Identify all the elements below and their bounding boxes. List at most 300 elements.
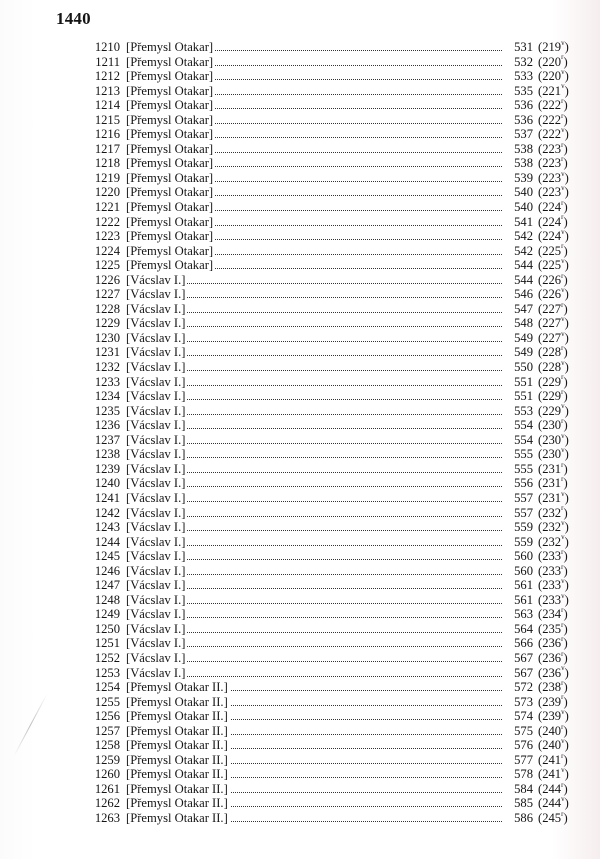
- folio-side: v: [561, 664, 565, 673]
- folio-number: (232: [538, 520, 562, 535]
- entry-page: 567: [511, 651, 533, 666]
- folio-number: (220: [538, 54, 562, 69]
- folio-number: (244: [538, 781, 562, 796]
- folio-side: v: [561, 591, 565, 600]
- folio-reference: (241$^v$): [538, 766, 569, 782]
- toc-entry: [0, 753, 600, 768]
- folio-number: (231: [538, 476, 562, 491]
- folio-reference: (233$^v$): [538, 577, 569, 593]
- entry-name: [Vácslav I.]: [126, 563, 186, 578]
- toc-entry: [0, 433, 600, 448]
- entry-name: [Přemysl Otakar]: [126, 98, 214, 113]
- entry-page: 560: [511, 549, 533, 564]
- entry-number: 1245: [94, 549, 120, 564]
- toc-entry: [0, 273, 600, 288]
- entry-name: [Vácslav I.]: [126, 621, 186, 636]
- folio-reference: (233$^r$): [538, 562, 568, 578]
- folio-reference: (222$^r$): [538, 97, 568, 113]
- entry-name: [Přemysl Otakar]: [126, 243, 214, 258]
- entry-name: [Vácslav I.]: [126, 287, 186, 302]
- folio-reference: (225$^v$): [538, 257, 569, 273]
- folio-side: r: [561, 460, 564, 469]
- entry-page: 566: [511, 636, 533, 651]
- toc-entry: [0, 796, 600, 811]
- entry-page: 553: [511, 404, 533, 419]
- toc-entry: [0, 564, 600, 579]
- entry-number: 1241: [94, 490, 120, 505]
- entry-name: [Vácslav I.]: [126, 374, 186, 389]
- folio-number: (241: [538, 767, 562, 782]
- entry-number: 1246: [94, 563, 120, 578]
- entry-number: 1237: [94, 432, 120, 447]
- folio-reference: (230$^v$): [538, 446, 569, 462]
- toc-entry: [0, 171, 600, 186]
- entry-number: 1228: [94, 301, 120, 316]
- folio-side: r: [561, 344, 564, 353]
- folio-number: (222: [538, 112, 562, 127]
- entry-page: 555: [511, 447, 533, 462]
- entry-page: 549: [511, 345, 533, 360]
- entry-page: 575: [511, 724, 533, 739]
- entry-number: 1211: [95, 54, 120, 69]
- toc-entry: [0, 636, 600, 651]
- toc-entry: [0, 156, 600, 171]
- folio-number: (241: [538, 752, 562, 767]
- toc-entry: [0, 578, 600, 593]
- folio-reference: (223$^v$): [538, 184, 569, 200]
- entry-name: [Vácslav I.]: [126, 432, 186, 447]
- folio-reference: (228$^r$): [538, 344, 568, 360]
- entry-number: 1252: [94, 650, 120, 665]
- entry-page: 531: [511, 40, 533, 55]
- entry-number: 1250: [94, 621, 120, 636]
- entry-page: 551: [511, 375, 533, 390]
- toc-entry: [0, 316, 600, 331]
- folio-side: v: [561, 737, 565, 746]
- folio-reference: (230$^v$): [538, 431, 569, 447]
- folio-number: (226: [538, 287, 562, 302]
- toc-entry: [0, 200, 600, 215]
- entry-page: 563: [511, 607, 533, 622]
- folio-side: r: [561, 547, 564, 556]
- entry-name: [Vácslav I.]: [126, 505, 186, 520]
- toc-entry: [0, 593, 600, 608]
- toc-entry: [0, 549, 600, 564]
- entry-name: [Přemysl Otakar]: [126, 200, 214, 215]
- entry-number: 1217: [94, 141, 120, 156]
- entry-number: 1249: [94, 607, 120, 622]
- entry-number: 1258: [94, 738, 120, 753]
- folio-number: (227: [538, 316, 562, 331]
- folio-number: (240: [538, 723, 562, 738]
- entry-number: 1259: [94, 752, 120, 767]
- folio-number: (239: [538, 709, 562, 724]
- entry-page: 540: [511, 200, 533, 215]
- folio-reference: (244$^v$): [538, 795, 569, 811]
- entry-number: 1243: [94, 520, 120, 535]
- folio-side: r: [561, 140, 564, 149]
- folio-number: (238: [538, 680, 562, 695]
- entry-name: [Vácslav I.]: [126, 345, 186, 360]
- folio-number: (233: [538, 549, 562, 564]
- folio-reference: (227$^r$): [538, 300, 568, 316]
- folio-reference: (226$^v$): [538, 286, 569, 302]
- entry-number: 1251: [94, 636, 120, 651]
- folio-side: r: [561, 373, 564, 382]
- toc-entry: [0, 738, 600, 753]
- entry-number: 1212: [94, 69, 120, 84]
- folio-number: (225: [538, 258, 562, 273]
- folio-reference: (223$^r$): [538, 155, 568, 171]
- folio-reference: (227$^v$): [538, 329, 569, 345]
- entry-page: 549: [511, 331, 533, 346]
- folio-number: (233: [538, 578, 562, 593]
- folio-reference: (223$^r$): [538, 140, 568, 156]
- folio-reference: (224$^r$): [538, 198, 568, 215]
- entry-page: 541: [511, 215, 533, 230]
- folio-reference: (232$^v$): [538, 518, 569, 535]
- folio-reference: (229$^r$): [538, 373, 568, 389]
- entry-page: 542: [511, 229, 533, 244]
- folio-side: v: [561, 257, 565, 266]
- folio-side: v: [561, 286, 565, 295]
- folio-reference: (240$^r$): [538, 722, 568, 738]
- folio-number: (223: [538, 170, 562, 185]
- toc-entry: [0, 695, 600, 710]
- folio-number: (229: [538, 374, 562, 389]
- folio-side: v: [561, 402, 565, 411]
- folio-reference: (232$^v$): [538, 533, 569, 549]
- entry-page: 538: [511, 142, 533, 157]
- folio-side: v: [561, 169, 565, 178]
- folio-side: v: [561, 707, 565, 716]
- folio-side: r: [561, 693, 564, 702]
- folio-side: v: [561, 795, 565, 804]
- entry-name: [Přemysl Otakar]: [126, 170, 214, 185]
- folio-side: v: [561, 446, 565, 455]
- entry-number: 1214: [94, 98, 120, 113]
- entry-number: 1234: [94, 389, 120, 404]
- folio-number: (228: [538, 345, 562, 360]
- entry-page: 540: [511, 185, 533, 200]
- toc-entry: [0, 55, 600, 70]
- entry-page: 538: [511, 156, 533, 171]
- folio-reference: (244$^r$): [538, 780, 568, 796]
- entry-name: [Přemysl Otakar II.]: [126, 709, 228, 724]
- folio-number: (233: [538, 563, 562, 578]
- entry-number: 1231: [94, 345, 120, 360]
- entry-page: 548: [511, 316, 533, 331]
- folio-side: r: [561, 97, 564, 105]
- entry-name: [Přemysl Otakar]: [126, 229, 214, 244]
- folio-number: (245: [538, 810, 562, 825]
- folio-number: (235: [538, 621, 562, 636]
- folio-side: r: [561, 678, 564, 687]
- folio-number: (222: [538, 127, 562, 142]
- folio-side: r: [561, 271, 564, 280]
- folio-reference: (238$^r$): [538, 678, 568, 695]
- entry-page: 574: [511, 709, 533, 724]
- folio-reference: (241$^r$): [538, 751, 568, 767]
- folio-number: (231: [538, 461, 562, 476]
- folio-reference: (220$^v$): [538, 67, 569, 84]
- toc-entry: [0, 113, 600, 128]
- entry-number: 1232: [94, 360, 120, 375]
- toc-entry: [0, 491, 600, 506]
- toc-entry: [0, 666, 600, 681]
- entry-name: [Vácslav I.]: [126, 636, 186, 651]
- folio-number: (230: [538, 447, 562, 462]
- entry-name: [Přemysl Otakar II.]: [126, 680, 228, 695]
- entry-name: [Vácslav I.]: [126, 549, 186, 564]
- page-number: 1440: [56, 9, 91, 28]
- folio-side: r: [561, 504, 564, 513]
- folio-side: v: [561, 38, 565, 47]
- entry-page: 559: [511, 535, 533, 550]
- folio-reference: (233$^v$): [538, 591, 569, 607]
- folio-side: r: [561, 751, 564, 760]
- folio-side: v: [561, 227, 565, 236]
- entry-page: 577: [511, 753, 533, 768]
- folio-reference: (227$^v$): [538, 315, 569, 331]
- folio-side: v: [561, 358, 565, 367]
- entry-page: 536: [511, 98, 533, 113]
- folio-reference: (236$^v$): [538, 664, 569, 680]
- entry-page: 561: [511, 578, 533, 593]
- toc-entry: [0, 520, 600, 535]
- folio-side: r: [561, 53, 564, 62]
- folio-number: (221: [538, 83, 562, 98]
- entry-name: [Vácslav I.]: [126, 490, 186, 505]
- entry-name: [Přemysl Otakar II.]: [126, 767, 228, 782]
- folio-number: (224: [538, 200, 562, 215]
- folio-side: v: [561, 489, 565, 498]
- folio-number: (223: [538, 156, 562, 171]
- folio-reference: (245$^r$): [538, 809, 568, 825]
- folio-number: (227: [538, 301, 562, 316]
- entry-name: [Přemysl Otakar II.]: [126, 738, 228, 753]
- entry-page: 532: [511, 55, 533, 70]
- entry-name: [Přemysl Otakar]: [126, 185, 214, 200]
- entry-number: 1236: [94, 418, 120, 433]
- folio-side: v: [561, 766, 565, 775]
- toc-entry: [0, 302, 600, 317]
- entry-name: [Přemysl Otakar]: [126, 214, 214, 229]
- entry-name: [Vácslav I.]: [126, 447, 186, 462]
- folio-reference: (228$^v$): [538, 358, 569, 375]
- folio-side: r: [561, 562, 564, 571]
- entry-page: 578: [511, 767, 533, 782]
- folio-side: r: [561, 242, 564, 251]
- folio-reference: (221$^v$): [538, 82, 569, 98]
- toc-entry: [0, 651, 600, 666]
- toc-entry: [0, 287, 600, 302]
- entry-page: 556: [511, 476, 533, 491]
- folio-side: r: [561, 635, 564, 644]
- entry-page: 573: [511, 695, 533, 710]
- folio-reference: (231$^v$): [538, 489, 569, 505]
- entry-number: 1255: [94, 694, 120, 709]
- entry-name: [Vácslav I.]: [126, 650, 186, 665]
- folio-number: (223: [538, 185, 562, 200]
- folio-number: (224: [538, 229, 562, 244]
- folio-side: r: [561, 417, 564, 426]
- toc-entry: [0, 811, 600, 826]
- entry-name: [Vácslav I.]: [126, 476, 186, 491]
- folio-reference: (222$^r$): [538, 111, 568, 127]
- entry-page: 550: [511, 360, 533, 375]
- folio-side: v: [561, 67, 565, 76]
- toc-entry: [0, 185, 600, 200]
- entry-page: 559: [511, 520, 533, 535]
- entry-page: 544: [511, 273, 533, 288]
- entry-number: 1257: [94, 723, 120, 738]
- folio-side: r: [561, 620, 564, 629]
- entry-number: 1242: [94, 505, 120, 520]
- folio-reference: (229$^v$): [538, 402, 569, 418]
- folio-reference: (232$^r$): [538, 504, 568, 520]
- toc-entry: [0, 215, 600, 230]
- entry-page: 544: [511, 258, 533, 273]
- entry-page: 555: [511, 462, 533, 477]
- folio-number: (220: [538, 69, 562, 84]
- entry-name: [Vácslav I.]: [126, 665, 186, 680]
- folio-side: r: [561, 780, 564, 789]
- entry-name: [Přemysl Otakar]: [126, 127, 214, 142]
- entry-page: 584: [511, 782, 533, 797]
- folio-side: r: [561, 213, 564, 222]
- toc-entry: [0, 244, 600, 259]
- entry-number: 1220: [94, 185, 120, 200]
- entry-number: 1224: [94, 243, 120, 258]
- folio-side: v: [561, 184, 565, 193]
- folio-reference: (219$^v$): [538, 38, 569, 54]
- entry-number: 1233: [94, 374, 120, 389]
- entry-page: 546: [511, 287, 533, 302]
- folio-number: (232: [538, 505, 562, 520]
- entry-page: 554: [511, 433, 533, 448]
- entry-page: 561: [511, 593, 533, 608]
- folio-reference: (224$^r$): [538, 213, 568, 229]
- entry-number: 1210: [94, 40, 120, 54]
- entry-number: 1235: [94, 403, 120, 418]
- entry-name: [Vácslav I.]: [126, 389, 186, 404]
- entry-number: 1263: [94, 810, 120, 825]
- folio-number: (224: [538, 214, 562, 229]
- entry-page: 567: [511, 666, 533, 681]
- entry-name: [Přemysl Otakar II.]: [126, 752, 228, 767]
- entry-page: 554: [511, 418, 533, 433]
- entry-page: 542: [511, 244, 533, 259]
- folio-number: (223: [538, 141, 562, 156]
- folio-reference: (229$^r$): [538, 387, 568, 404]
- entry-name: [Vácslav I.]: [126, 301, 186, 316]
- entry-number: 1225: [94, 258, 120, 273]
- folio-number: (236: [538, 650, 562, 665]
- toc-entry: [0, 69, 600, 84]
- entry-page: 576: [511, 738, 533, 753]
- entry-name: [Přemysl Otakar]: [126, 258, 214, 273]
- folio-number: (236: [538, 665, 562, 680]
- toc-entry: [0, 724, 600, 739]
- folio-number: (230: [538, 432, 562, 447]
- entry-page: 585: [511, 796, 533, 811]
- folio-side: v: [561, 329, 565, 338]
- toc-entry: [0, 331, 600, 346]
- folio-number: (233: [538, 592, 562, 607]
- toc-entry: [0, 389, 600, 404]
- folio-number: (236: [538, 636, 562, 651]
- folio-reference: (220$^r$): [538, 53, 568, 69]
- folio-reference: (234$^r$): [538, 606, 568, 622]
- folio-side: v: [561, 518, 565, 527]
- entry-number: 1221: [94, 200, 120, 215]
- folio-side: r: [561, 387, 564, 396]
- toc-entry: [0, 476, 600, 491]
- toc-entry: [0, 418, 600, 433]
- entry-name: [Přemysl Otakar]: [126, 83, 214, 98]
- entry-number: 1226: [94, 272, 120, 287]
- entry-name: [Přemysl Otakar]: [126, 40, 214, 54]
- entry-name: [Vácslav I.]: [126, 316, 186, 331]
- folio-reference: (225$^r$): [538, 242, 568, 258]
- folio-number: (244: [538, 796, 562, 811]
- entry-page: 557: [511, 506, 533, 521]
- toc-entry: [0, 680, 600, 695]
- entry-name: [Vácslav I.]: [126, 461, 186, 476]
- folio-side: v: [561, 82, 565, 91]
- entry-number: 1262: [94, 796, 120, 811]
- entry-number: 1244: [94, 534, 120, 549]
- toc-entry: [0, 622, 600, 637]
- entry-page: 536: [511, 113, 533, 128]
- entry-number: 1216: [94, 127, 120, 142]
- entry-name: [Vácslav I.]: [126, 607, 186, 622]
- entry-name: [Přemysl Otakar II.]: [126, 796, 228, 811]
- folio-side: r: [561, 111, 564, 120]
- table-of-contents: [0, 40, 600, 826]
- entry-name: [Vácslav I.]: [126, 330, 186, 345]
- folio-side: r: [561, 809, 564, 818]
- entry-number: 1256: [94, 709, 120, 724]
- toc-entry: [0, 360, 600, 375]
- entry-number: 1254: [94, 680, 120, 695]
- folio-number: (222: [538, 98, 562, 113]
- entry-number: 1240: [94, 476, 120, 491]
- folio-reference: (226$^r$): [538, 271, 568, 287]
- folio-side: v: [561, 126, 565, 135]
- folio-side: v: [561, 431, 565, 440]
- entry-page: 547: [511, 302, 533, 317]
- entry-number: 1247: [94, 578, 120, 593]
- entry-page: 560: [511, 564, 533, 579]
- folio-side: v: [561, 533, 565, 542]
- entry-number: 1227: [94, 287, 120, 302]
- entry-number: 1248: [94, 592, 120, 607]
- toc-entry: [0, 447, 600, 462]
- toc-entry: [0, 709, 600, 724]
- toc-entry: [0, 607, 600, 622]
- folio-side: r: [561, 475, 564, 484]
- toc-entry: [0, 535, 600, 550]
- toc-entry: [0, 404, 600, 419]
- entry-number: 1238: [94, 447, 120, 462]
- toc-entry: [0, 375, 600, 390]
- entry-name: [Vácslav I.]: [126, 360, 186, 375]
- toc-entry: [0, 229, 600, 244]
- folio-number: (229: [538, 403, 562, 418]
- entry-name: [Přemysl Otakar]: [126, 141, 214, 156]
